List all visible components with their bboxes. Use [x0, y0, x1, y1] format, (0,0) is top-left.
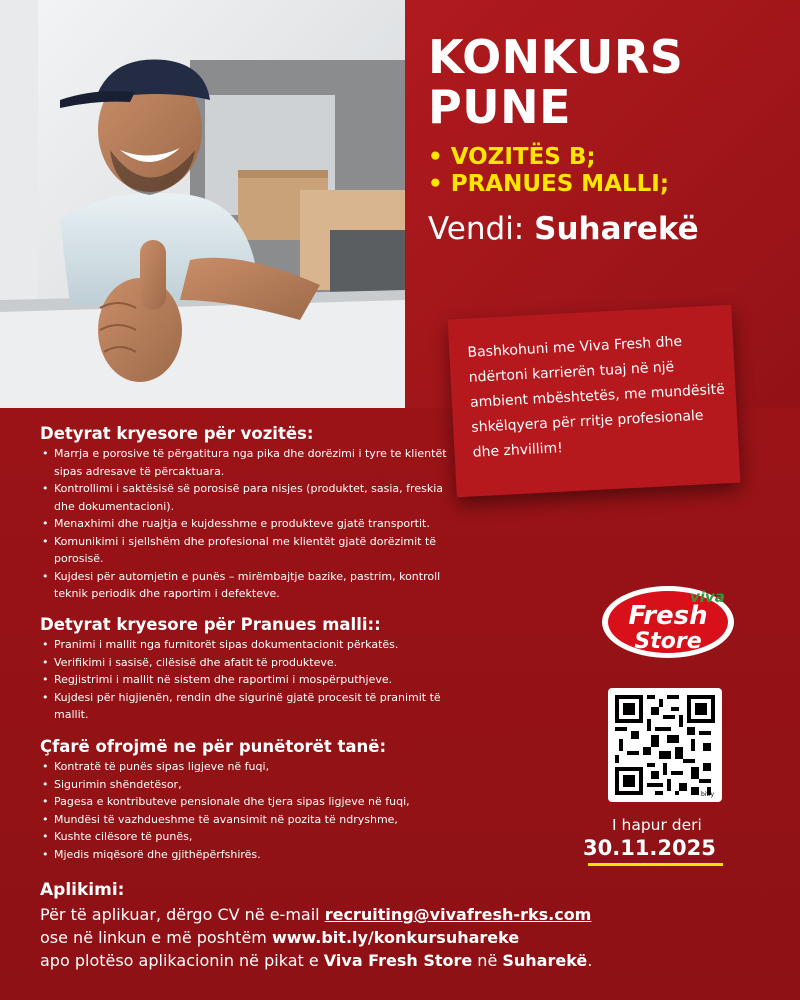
- list-item: • Kushte cilësore të punës,: [40, 828, 460, 846]
- apply-line-link: [40, 928, 519, 947]
- logo-viva: viva: [690, 588, 725, 606]
- drivers-list: [40, 445, 460, 603]
- list-item: • Kontratë të punës sipas ligjeve në fuqi,: [40, 758, 460, 776]
- logo-store: Store: [634, 629, 702, 654]
- apply-line-email: [40, 905, 591, 924]
- logo-fresh: Fresh: [628, 601, 708, 631]
- offer-list: [40, 758, 460, 863]
- list-item: • Kujdesi për automjetin e punës – mirëmbajtje bazike, pastrim, kontroll teknik periodik dhe raportim i defekteve.: [40, 568, 460, 603]
- list-item: • Mundësi të vazhdueshme të avansimit në pozita të ndryshme,: [40, 811, 460, 829]
- deadline-date: 30.11.2025: [583, 836, 716, 860]
- apply-line-store-mid: në: [472, 951, 503, 970]
- list-item: • Sigurimin shëndetësor,: [40, 776, 460, 794]
- list-item: • Verifikimi i sasisë, cilësisë dhe afatit të produkteve.: [40, 654, 460, 672]
- apply-line-store-end: .: [587, 951, 593, 970]
- viva-fresh-store-logo: [598, 578, 738, 662]
- store-city: Suharekë: [502, 951, 588, 970]
- qr-caption: bitly: [700, 791, 714, 798]
- list-item: • Marrja e porosive të përgatitura nga pika dhe dorëzimi i tyre te klientët sipas adresave të përcaktuara.: [40, 445, 460, 480]
- list-item: • Regjistrimi i mallit në sistem dhe raportimi i mospërputhjeve.: [40, 671, 460, 689]
- position-driver: • VOZITËS B;: [428, 144, 596, 170]
- hero-photo: [0, 0, 405, 408]
- location-label: Vendi:: [428, 211, 525, 247]
- list-item: • Mjedis miqësorë dhe gjithëpërfshirës.: [40, 846, 460, 864]
- apply-line-email-text: Për të aplikuar, dërgo CV në e-mail: [40, 905, 325, 924]
- receivers-list: [40, 636, 460, 724]
- apply-line-store-text: apo plotëso aplikacionin në pikat e: [40, 951, 324, 970]
- location: [428, 211, 699, 247]
- title-line-2: PUNE: [428, 80, 571, 134]
- title-line-1: KONKURS: [428, 30, 684, 84]
- receivers-heading: Detyrat kryesore për Pranues malli::: [40, 615, 381, 634]
- email-link[interactable]: recruiting@vivafresh-rks.com: [324, 905, 592, 924]
- list-item: • Komunikimi i sjellshëm dhe profesional me klientët gjatë dorëzimit të porosisë.: [40, 533, 460, 568]
- qr-code[interactable]: [608, 688, 722, 802]
- position-receiver: • PRANUES MALLI;: [428, 171, 670, 197]
- list-item: • Menaxhimi dhe ruajtja e kujdesshme e produkteve gjatë transportit.: [40, 515, 460, 533]
- driver-photo-illustration: [0, 0, 405, 408]
- deadline-underline: [588, 863, 723, 866]
- apply-line-link-text: ose në linkun e më poshtëm: [40, 928, 272, 947]
- location-value: Suharekë: [534, 211, 699, 247]
- qr-pattern: [615, 695, 715, 795]
- apply-line-store: [40, 951, 592, 970]
- list-item: • Pagesa e kontributeve pensionale dhe tjera sipas ligjeve në fuqi,: [40, 793, 460, 811]
- deadline-label: I hapur deri: [612, 816, 702, 834]
- drivers-heading: Detyrat kryesore për vozitës:: [40, 424, 314, 443]
- list-item: • Kontrollimi i saktësisë së porosisë para nisjes (produktet, sasia, freskia dhe dokumentacioni).: [40, 480, 460, 515]
- bitly-link[interactable]: www.bit.ly/konkursuhareke: [271, 928, 520, 947]
- offer-heading: Çfarë ofrojmë ne për punëtorët tanë:: [40, 737, 387, 756]
- list-item: • Kujdesi për higjienën, rendin dhe sigurinë gjatë procesit të pranimit të mallit.: [40, 689, 460, 724]
- intro-text: Bashkohuni me Viva Fresh dhe ndërtoni karrierën tuaj në një ambient mbështetës, me mundësitë shkëlqyera për rritje profesionale dhe zhvillim!: [467, 333, 726, 461]
- list-item: • Pranimi i mallit nga furnitorët sipas dokumentacionit përkatës.: [40, 636, 460, 654]
- apply-heading: Aplikimi:: [40, 880, 125, 900]
- store-name: Viva Fresh Store: [323, 951, 473, 970]
